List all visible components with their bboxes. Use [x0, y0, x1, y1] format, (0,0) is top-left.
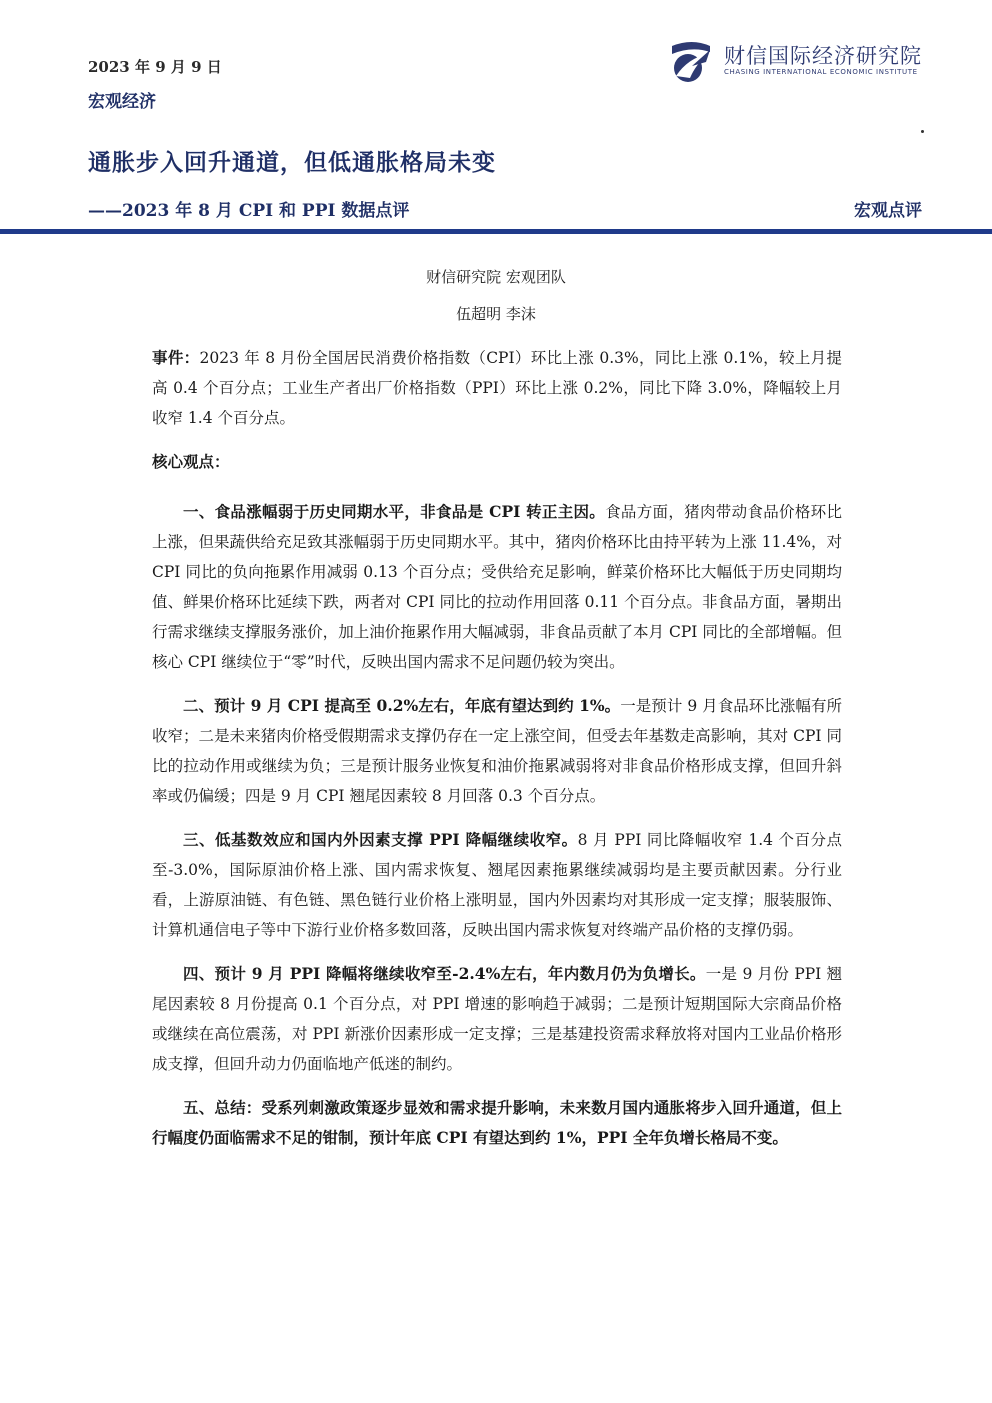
key-point-4-lead: 四、预计 9 月 PPI 降幅将继续收窄至-2.4%左右，年内数月仍为负增长。 — [183, 964, 706, 983]
key-point-2 — [152, 691, 842, 811]
institute-logo — [666, 36, 936, 88]
key-point-2-text: 一是预计 9 月食品环比涨幅有所收窄；二是未来猪肉价格受假期需求支撑仍存在一定上涨空间，但受去年基数走高影响，其对 CPI 同比的拉动作用或继续为负；三是预计服务业恢复和油价拖累减弱将对非食品价格形成支撑，但回升斜率或仍偏缓；四是 9 月 CPI 翘尾因素较 8 月回落 0.3 个百分点。 — [152, 697, 843, 805]
key-point-1-lead: 一、食品涨幅弱于历史同期水平，非食品是 CPI 转正主因。 — [183, 502, 606, 521]
logo-emblem-icon — [666, 36, 718, 88]
report-title: 通胀步入回升通道，但低通胀格局未变 — [88, 149, 496, 176]
event-text: 2023 年 8 月份全国居民消费价格指数（CPI）环比上涨 0.3%，同比上涨 0.1%，较上月提高 0.4 个百分点；工业生产者出厂价格指数（PPI）环比上涨 0.2%，同比下降 3.0%，降幅较上月收窄 1.4 个百分点。 — [152, 349, 842, 427]
key-point-3-lead: 三、低基数效应和国内外因素支撑 PPI 降幅继续收窄。 — [183, 830, 578, 849]
logo-name-cn: 财信国际经济研究院 — [724, 44, 922, 68]
key-point-5 — [152, 1093, 842, 1153]
report-body — [152, 343, 842, 1167]
authors: 伍超明 李沫 — [456, 305, 536, 323]
key-point-3-text: 8 月 PPI 同比降幅收窄 1.4 个百分点至-3.0%，国际原油价格上涨、国内需求恢复、翘尾因素拖累继续减弱均是主要贡献因素。分行业看，上游原油链、有色链、黑色链行业价格上涨明显，国内外因素均对其形成一定支撑；服装服饰、计算机通信电子等中下游行业价格多数回落，反映出国内需求恢复对终端产品价格的支撑仍弱。 — [152, 831, 842, 939]
event-paragraph — [152, 343, 842, 433]
key-point-1 — [152, 497, 842, 677]
key-point-3 — [152, 825, 842, 945]
logo-name-en: CHASING INTERNATIONAL ECONOMIC INSTITUTE — [724, 68, 918, 76]
key-point-5-lead: 五、总结：受系列刺激政策逐步显效和需求提升影响，未来数月国内通胀将步入回升通道，但上行幅度仍面临需求不足的钳制，预计年底 CPI 有望达到约 1%，PPI 全年负增长格局不变。 — [152, 1098, 842, 1147]
header-dot — [921, 130, 924, 133]
key-point-4-text: 一是 9 月份 PPI 翘尾因素较 8 月份提高 0.1 个百分点，对 PPI 增速的影响趋于减弱；二是预计短期国际大宗商品价格或继续在高位震荡，对 PPI 新涨价因素形成一定支撑；三是基建投资需求释放将对国内工业品价格形成支撑，但回升动力仍面临地产低迷的制约。 — [152, 965, 843, 1073]
event-label: 事件： — [152, 348, 200, 367]
research-team: 财信研究院 宏观团队 — [426, 268, 566, 286]
section-tag: 宏观经济 — [88, 92, 156, 112]
key-point-4 — [152, 959, 842, 1079]
report-type: 宏观点评 — [854, 201, 922, 221]
header-divider — [0, 229, 992, 234]
key-points-heading: 核心观点： — [152, 452, 230, 471]
key-point-2-lead: 二、预计 9 月 CPI 提高至 0.2%左右，年底有望达到约 1%。 — [183, 696, 621, 715]
report-date: 2023 年 9 月 9 日 — [88, 58, 222, 76]
report-subtitle: ——2023 年 8 月 CPI 和 PPI 数据点评 — [88, 201, 410, 221]
key-point-1-text: 食品方面，猪肉带动食品价格环比上涨，但果蔬供给充足致其涨幅弱于历史同期水平。其中，猪肉价格环比由持平转为上涨 11.4%，对 CPI 同比的负向拖累作用减弱 0.13 个百分点；受供给充足影响，鲜菜价格环比大幅低于历史同期均值、鲜果价格环比延续下跌，两者对 CPI 同比的拉动作用回落 0.11 个百分点。非食品方面，暑期出行需求继续支撑服务涨价，加上油价拖累作用大幅减弱，非食品贡献了本月 CPI 同比的全部增幅。但核心 CPI 继续位于“零”时代，反映出国内需求不足问题仍较为突出。 — [152, 503, 842, 671]
